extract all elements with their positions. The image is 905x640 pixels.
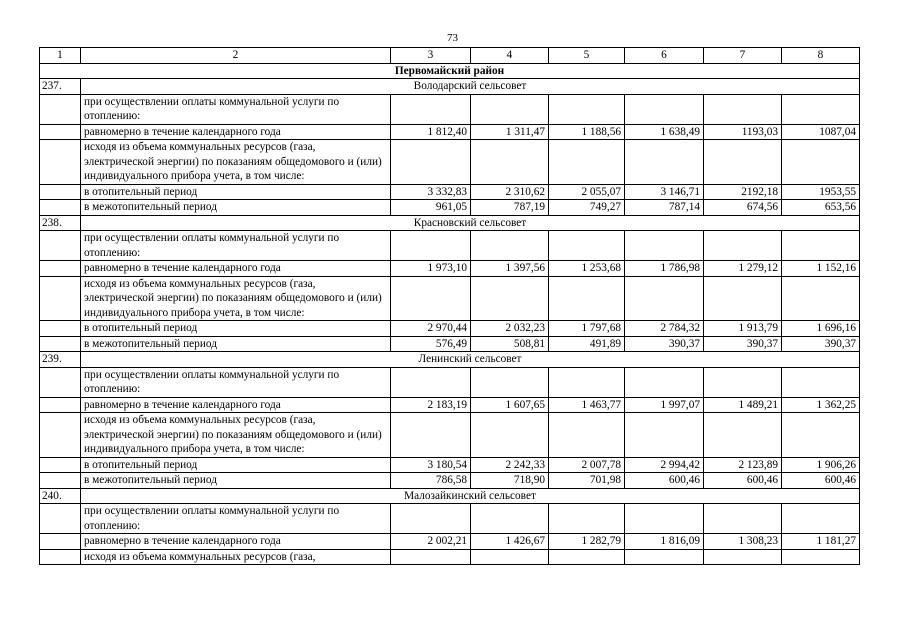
row-number: 237. <box>40 79 81 95</box>
heating-payment-row <box>40 94 860 124</box>
empty-cell <box>625 94 704 124</box>
meter-row <box>40 549 860 565</box>
empty-cell <box>549 231 625 261</box>
column-header: 6 <box>625 48 704 64</box>
row-label: в межотопительный период <box>81 336 391 352</box>
row-label: исходя из объема коммунальных ресурсов (газа, электрической энергии) по показаниям общедомового и (или) индивидуального прибора учета, в том числе: <box>81 140 391 185</box>
column-header: 8 <box>782 48 860 64</box>
row-number: 239. <box>40 352 81 368</box>
column-header: 5 <box>549 48 625 64</box>
value-cell: 2 970,44 <box>391 321 471 337</box>
value-cell: 2 994,42 <box>625 457 704 473</box>
empty-cell <box>625 367 704 397</box>
column-header: 1 <box>40 48 81 64</box>
empty-cell <box>40 184 81 200</box>
settlement-name: Ленинский сельсовет <box>81 352 860 368</box>
heating-period-row <box>40 184 860 200</box>
empty-cell <box>391 140 471 185</box>
empty-cell <box>40 397 81 413</box>
empty-cell <box>391 549 471 565</box>
row-label: исходя из объема коммунальных ресурсов (газа, <box>81 549 391 565</box>
empty-cell <box>391 231 471 261</box>
empty-cell <box>471 276 549 321</box>
empty-cell <box>704 504 782 534</box>
empty-cell <box>40 200 81 216</box>
row-label: в отопительный период <box>81 184 391 200</box>
value-cell: 2 242,33 <box>471 457 549 473</box>
empty-cell <box>549 549 625 565</box>
row-number: 240. <box>40 488 81 504</box>
empty-cell <box>625 140 704 185</box>
value-cell: 1 279,12 <box>704 261 782 277</box>
empty-cell <box>40 140 81 185</box>
settlement-row <box>40 215 860 231</box>
empty-cell <box>782 94 860 124</box>
value-cell: 576,49 <box>391 336 471 352</box>
value-cell: 1 253,68 <box>549 261 625 277</box>
value-cell: 508,81 <box>471 336 549 352</box>
empty-cell <box>782 549 860 565</box>
value-cell: 1 696,16 <box>782 321 860 337</box>
settlement-row <box>40 352 860 368</box>
value-cell: 1 812,40 <box>391 124 471 140</box>
value-cell: 1 463,77 <box>549 397 625 413</box>
empty-cell <box>625 549 704 565</box>
empty-cell <box>704 231 782 261</box>
settlement-name: Володарский сельсовет <box>81 79 860 95</box>
empty-cell <box>704 94 782 124</box>
empty-cell <box>40 276 81 321</box>
column-header: 4 <box>471 48 549 64</box>
district-title: Первомайский район <box>40 63 860 79</box>
empty-cell <box>704 140 782 185</box>
empty-cell <box>625 413 704 458</box>
interheating-period-row <box>40 473 860 489</box>
tariff-table <box>39 47 860 565</box>
settlement-name: Малозайкинский сельсовет <box>81 488 860 504</box>
empty-cell <box>40 367 81 397</box>
column-header: 7 <box>704 48 782 64</box>
settlement-row <box>40 79 860 95</box>
empty-cell <box>40 336 81 352</box>
empty-cell <box>782 504 860 534</box>
empty-cell <box>391 94 471 124</box>
value-cell: 390,37 <box>625 336 704 352</box>
value-cell: 1 311,47 <box>471 124 549 140</box>
value-cell: 1 797,68 <box>549 321 625 337</box>
empty-cell <box>391 276 471 321</box>
meter-row <box>40 140 860 185</box>
district-row <box>40 63 860 79</box>
value-cell: 600,46 <box>625 473 704 489</box>
value-cell: 653,56 <box>782 200 860 216</box>
value-cell: 674,56 <box>704 200 782 216</box>
value-cell: 1 913,79 <box>704 321 782 337</box>
row-label: при осуществлении оплаты коммунальной услуги по отоплению: <box>81 367 391 397</box>
row-number: 238. <box>40 215 81 231</box>
empty-cell <box>704 549 782 565</box>
value-cell: 2 310,62 <box>471 184 549 200</box>
empty-cell <box>471 367 549 397</box>
row-label: в межотопительный период <box>81 200 391 216</box>
value-cell: 1 362,25 <box>782 397 860 413</box>
empty-cell <box>391 504 471 534</box>
empty-cell <box>391 413 471 458</box>
value-cell: 2192,18 <box>704 184 782 200</box>
value-cell: 1 181,27 <box>782 534 860 550</box>
value-cell: 1 906,26 <box>782 457 860 473</box>
value-cell: 3 180,54 <box>391 457 471 473</box>
value-cell: 749,27 <box>549 200 625 216</box>
value-cell: 2 002,21 <box>391 534 471 550</box>
empty-cell <box>782 140 860 185</box>
interheating-period-row <box>40 336 860 352</box>
evenly-row <box>40 397 860 413</box>
empty-cell <box>40 124 81 140</box>
empty-cell <box>471 231 549 261</box>
value-cell: 2 123,89 <box>704 457 782 473</box>
row-label: в межотопительный период <box>81 473 391 489</box>
empty-cell <box>471 504 549 534</box>
value-cell: 1 786,98 <box>625 261 704 277</box>
empty-cell <box>549 367 625 397</box>
row-label: при осуществлении оплаты коммунальной услуги по отоплению: <box>81 231 391 261</box>
empty-cell <box>40 261 81 277</box>
row-label: в отопительный период <box>81 321 391 337</box>
empty-cell <box>782 367 860 397</box>
value-cell: 1953,55 <box>782 184 860 200</box>
value-cell: 390,37 <box>704 336 782 352</box>
value-cell: 787,19 <box>471 200 549 216</box>
row-label: исходя из объема коммунальных ресурсов (газа, электрической энергии) по показаниям общедомового и (или) индивидуального прибора учета, в том числе: <box>81 413 391 458</box>
value-cell: 3 146,71 <box>625 184 704 200</box>
empty-cell <box>40 534 81 550</box>
value-cell: 2 784,32 <box>625 321 704 337</box>
value-cell: 718,90 <box>471 473 549 489</box>
value-cell: 1 816,09 <box>625 534 704 550</box>
empty-cell <box>471 413 549 458</box>
empty-cell <box>40 321 81 337</box>
value-cell: 1 973,10 <box>391 261 471 277</box>
meter-row <box>40 276 860 321</box>
value-cell: 1 489,21 <box>704 397 782 413</box>
value-cell: 1 638,49 <box>625 124 704 140</box>
empty-cell <box>549 140 625 185</box>
empty-cell <box>782 413 860 458</box>
heating-period-row <box>40 321 860 337</box>
value-cell: 600,46 <box>704 473 782 489</box>
row-label: при осуществлении оплаты коммунальной услуги по отоплению: <box>81 94 391 124</box>
header-row <box>40 48 860 64</box>
value-cell: 2 032,23 <box>471 321 549 337</box>
value-cell: 2 183,19 <box>391 397 471 413</box>
value-cell: 1087,04 <box>782 124 860 140</box>
value-cell: 787,14 <box>625 200 704 216</box>
page-number: 73 <box>447 32 458 44</box>
value-cell: 1 308,23 <box>704 534 782 550</box>
value-cell: 701,98 <box>549 473 625 489</box>
heating-period-row <box>40 457 860 473</box>
value-cell: 1193,03 <box>704 124 782 140</box>
empty-cell <box>549 504 625 534</box>
value-cell: 1 188,56 <box>549 124 625 140</box>
row-label: равномерно в течение календарного года <box>81 534 391 550</box>
empty-cell <box>40 231 81 261</box>
evenly-row <box>40 261 860 277</box>
empty-cell <box>40 94 81 124</box>
value-cell: 1 282,79 <box>549 534 625 550</box>
empty-cell <box>625 231 704 261</box>
value-cell: 1 997,07 <box>625 397 704 413</box>
empty-cell <box>549 94 625 124</box>
settlement-row <box>40 488 860 504</box>
interheating-period-row <box>40 200 860 216</box>
empty-cell <box>704 367 782 397</box>
value-cell: 1 426,67 <box>471 534 549 550</box>
empty-cell <box>40 504 81 534</box>
heating-payment-row <box>40 504 860 534</box>
empty-cell <box>625 276 704 321</box>
empty-cell <box>40 457 81 473</box>
empty-cell <box>549 413 625 458</box>
value-cell: 3 332,83 <box>391 184 471 200</box>
value-cell: 1 152,16 <box>782 261 860 277</box>
row-label: при осуществлении оплаты коммунальной услуги по отоплению: <box>81 504 391 534</box>
heating-payment-row <box>40 231 860 261</box>
column-header: 2 <box>81 48 391 64</box>
value-cell: 786,58 <box>391 473 471 489</box>
value-cell: 1 397,56 <box>471 261 549 277</box>
settlement-name: Красновский сельсовет <box>81 215 860 231</box>
row-label: равномерно в течение календарного года <box>81 261 391 277</box>
empty-cell <box>704 413 782 458</box>
empty-cell <box>471 549 549 565</box>
value-cell: 1 607,65 <box>471 397 549 413</box>
value-cell: 2 007,78 <box>549 457 625 473</box>
column-header: 3 <box>391 48 471 64</box>
empty-cell <box>40 473 81 489</box>
value-cell: 2 055,07 <box>549 184 625 200</box>
empty-cell <box>40 549 81 565</box>
empty-cell <box>704 276 782 321</box>
row-label: равномерно в течение календарного года <box>81 124 391 140</box>
empty-cell <box>549 276 625 321</box>
empty-cell <box>625 504 704 534</box>
empty-cell <box>471 140 549 185</box>
empty-cell <box>782 276 860 321</box>
value-cell: 491,89 <box>549 336 625 352</box>
evenly-row <box>40 534 860 550</box>
meter-row <box>40 413 860 458</box>
value-cell: 961,05 <box>391 200 471 216</box>
empty-cell <box>391 367 471 397</box>
empty-cell <box>782 231 860 261</box>
evenly-row <box>40 124 860 140</box>
row-label: равномерно в течение календарного года <box>81 397 391 413</box>
empty-cell <box>471 94 549 124</box>
value-cell: 390,37 <box>782 336 860 352</box>
empty-cell <box>40 413 81 458</box>
row-label: исходя из объема коммунальных ресурсов (газа, электрической энергии) по показаниям общедомового и (или) индивидуального прибора учета, в том числе: <box>81 276 391 321</box>
heating-payment-row <box>40 367 860 397</box>
row-label: в отопительный период <box>81 457 391 473</box>
value-cell: 600,46 <box>782 473 860 489</box>
